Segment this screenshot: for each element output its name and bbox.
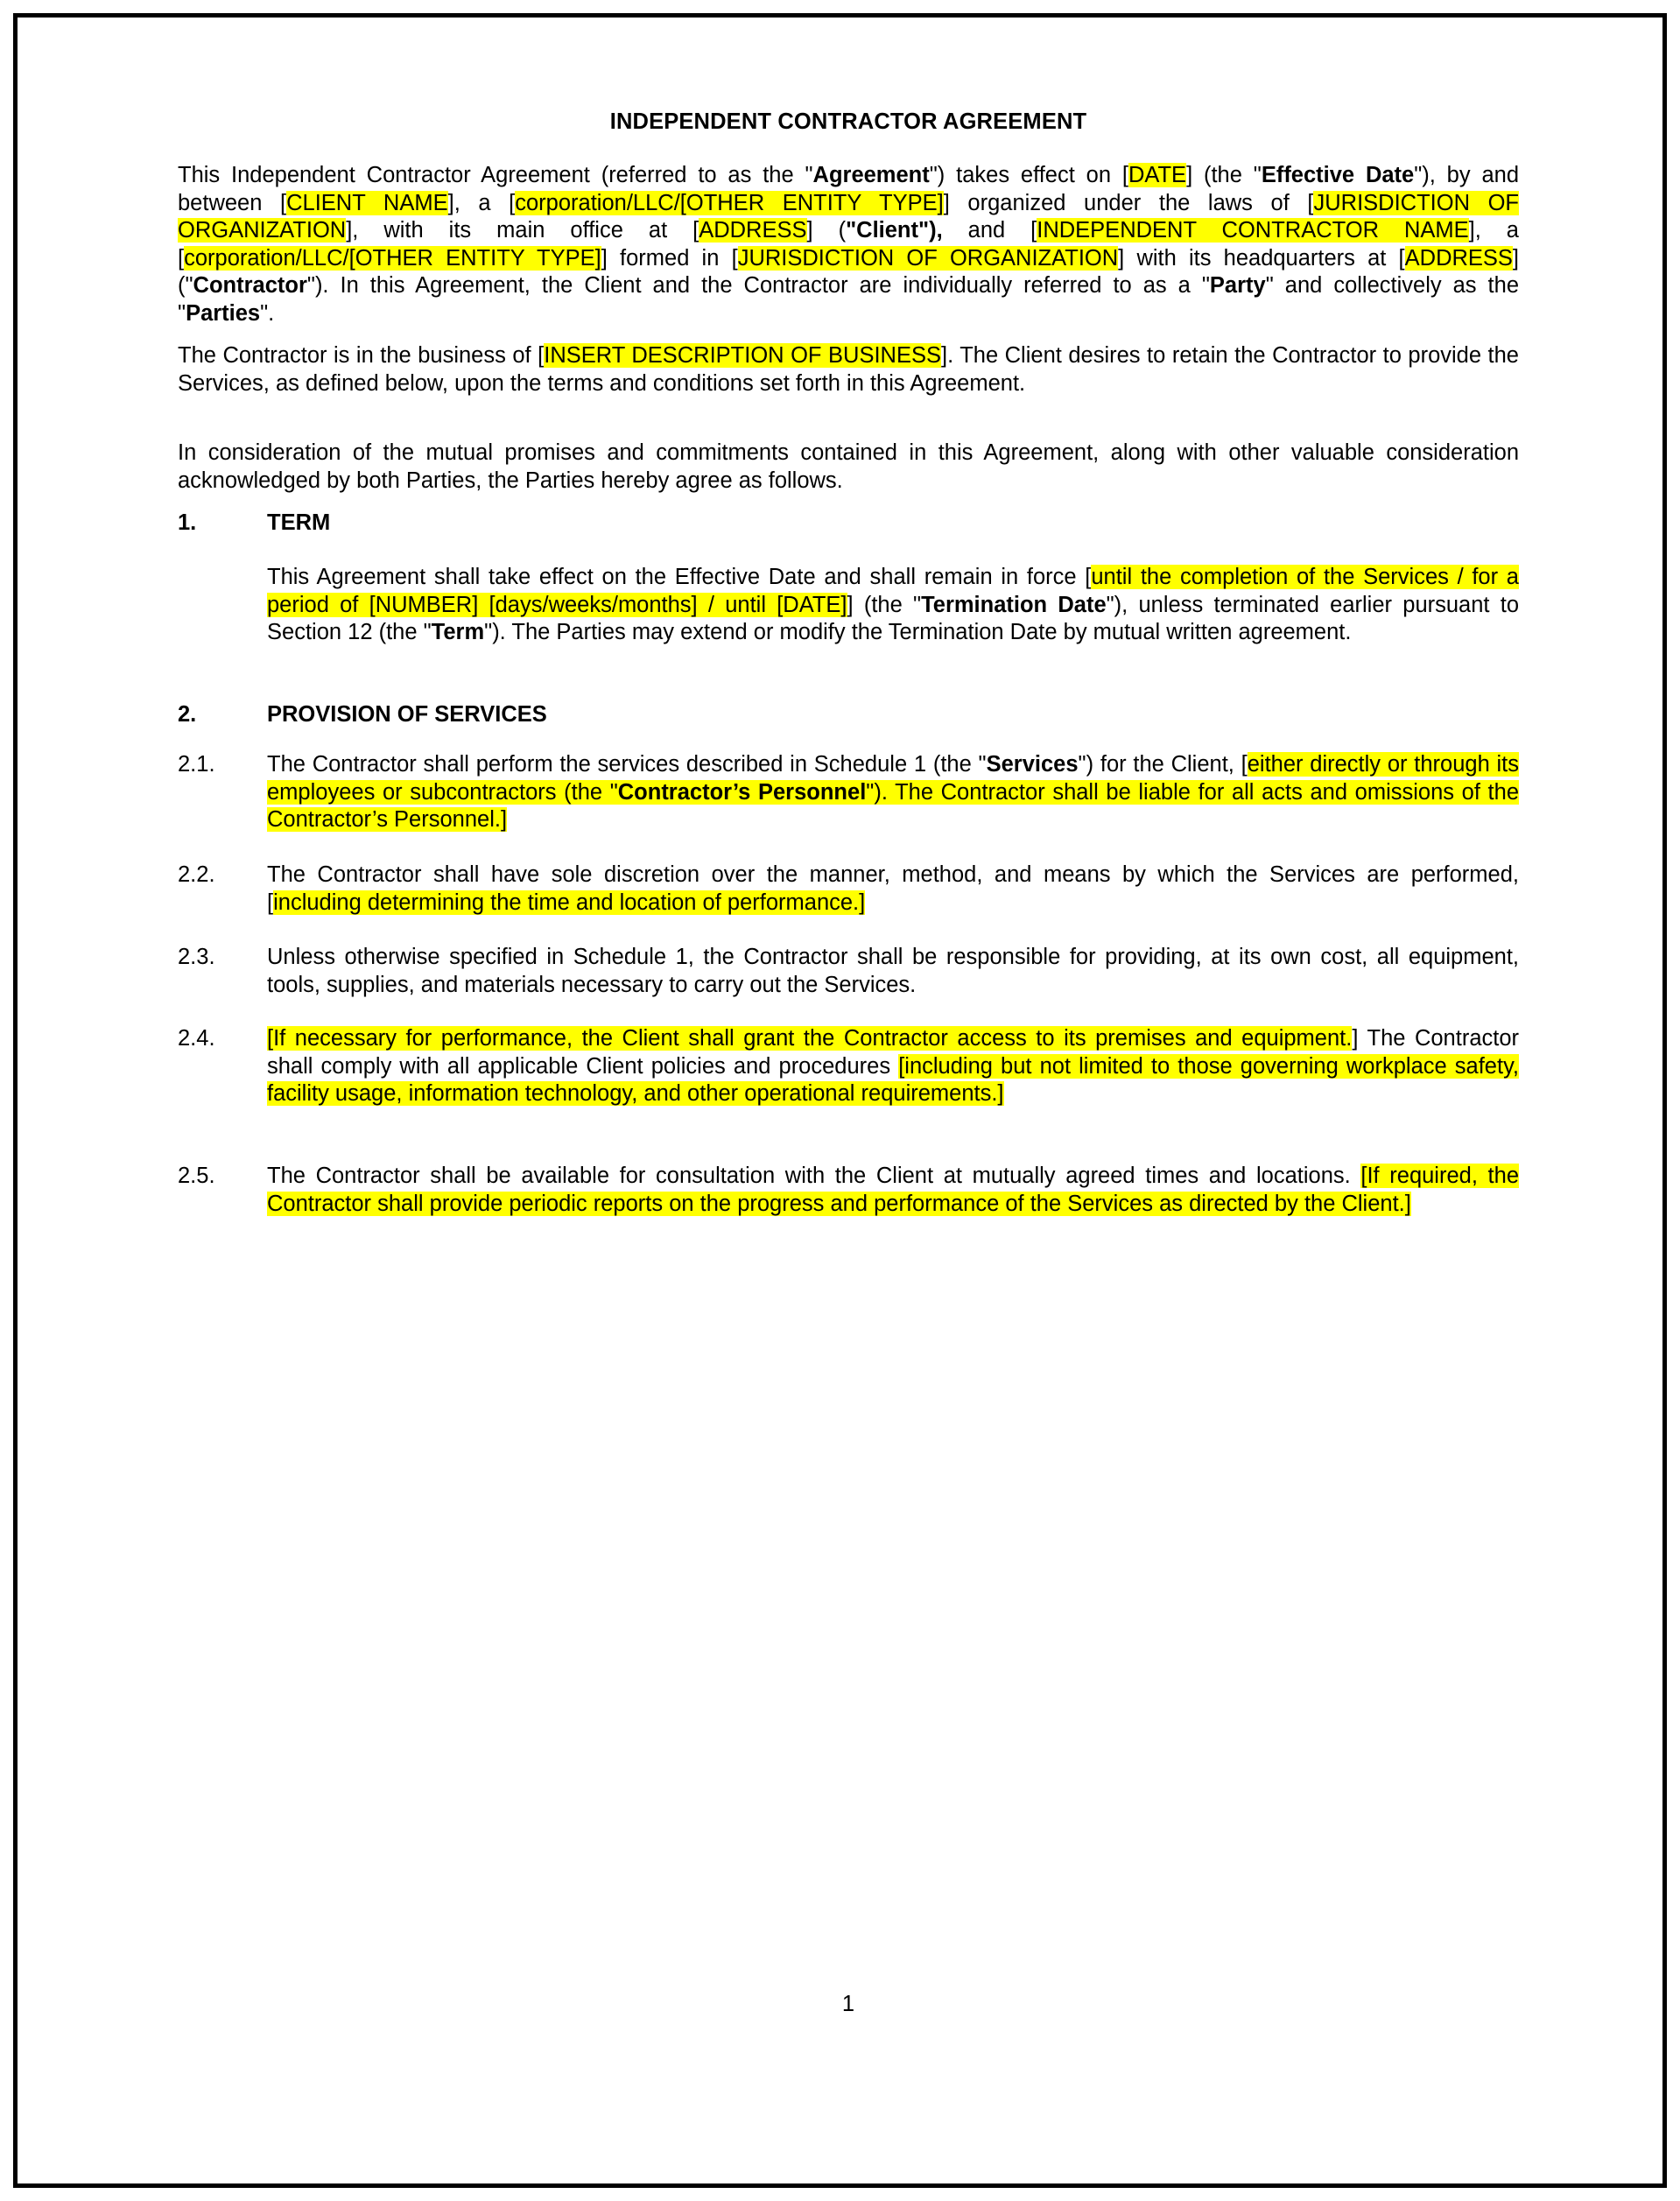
section-heading-1 xyxy=(178,510,1519,538)
clause-2-5 xyxy=(178,1163,1519,1218)
optional-clause-client-policies: [including but not limited to those governing workplace safety, facility usage, information technology, and other operational requirements.] xyxy=(267,1053,1520,1106)
clause-2-3 xyxy=(178,944,1519,999)
text-run: ] with its headquarters at [ xyxy=(1118,245,1405,271)
preamble-paragraph-2 xyxy=(178,342,1519,397)
placeholder-contractor-entity-type: corporation/LLC/[OTHER ENTITY TYPE] xyxy=(184,245,601,271)
placeholder-term-duration: until the completion of the Services / for a period of [NUMBER] [days/weeks/months] / until [DATE] xyxy=(267,565,1519,617)
text-run: ] organized under the laws of [ xyxy=(943,190,1314,215)
text-run: ] formed in [ xyxy=(601,245,738,271)
text-run: ]. The Client desires to retain the Contractor to provide the Services, as defined below, upon the terms and conditions set forth in this Agreement. xyxy=(178,343,1519,396)
text-run: "), unless terminated earlier pursuant to Section 12 (the " xyxy=(267,592,1519,644)
clause-number-2-4: 2.4. xyxy=(178,1026,215,1051)
preamble-paragraph-1 xyxy=(178,162,1519,327)
section-heading-2 xyxy=(178,701,1519,729)
text-run: ") for the Client, [ xyxy=(1078,752,1248,777)
text-run: " and collectively as the " xyxy=(178,273,1519,326)
clause-number-2-2: 2.2. xyxy=(178,862,215,887)
text-run: ] The Contractor shall comply with all applicable Client policies and procedures xyxy=(267,1026,1520,1079)
clause-text-2-4 xyxy=(267,1025,1519,1108)
optional-clause-personnel-a: either directly or through its employees or subcontractors (the " xyxy=(267,752,1520,805)
term-agreement: Agreement xyxy=(812,163,930,187)
clause-text-2-3 xyxy=(267,944,1519,999)
text-run: Unless otherwise specified in Schedule 1, the Contractor shall be responsible for providing, at its own cost, all equipment, tools, supplies, and materials necessary to carry out the Services. xyxy=(267,945,1519,997)
clause-2-1 xyxy=(178,751,1519,834)
optional-clause-personnel-b: "). The Contractor shall be liable for all acts and omissions of the Contractor’s Personnel.] xyxy=(267,779,1519,832)
text-run: "), by and between [ xyxy=(178,163,1519,215)
text-run: ] ( xyxy=(806,218,847,243)
text-run: ] (the " xyxy=(847,592,922,617)
term-client: "Client"), xyxy=(846,218,943,243)
text-run: This Agreement shall take effect on the Effective Date and shall remain in force [ xyxy=(267,565,1092,589)
clause-number-2-1: 2.1. xyxy=(178,752,215,777)
placeholder-contractor-jurisdiction: JURISDICTION OF ORGANIZATION xyxy=(737,245,1119,271)
placeholder-client-jurisdiction: JURISDICTION OF ORGANIZATION xyxy=(178,190,1519,243)
text-run: "). The Parties may extend or modify the Termination Date by mutual written agreement. xyxy=(484,620,1352,644)
text-run: The Contractor shall perform the services described in Schedule 1 (the " xyxy=(267,752,987,777)
document-page xyxy=(13,13,1667,2188)
placeholder-client-name: CLIENT NAME xyxy=(286,190,448,215)
text-run: ") takes effect on [ xyxy=(929,163,1128,187)
term-effective-date: Effective Date xyxy=(1261,163,1415,187)
clause-number-2-3: 2.3. xyxy=(178,945,215,969)
text-run: and [ xyxy=(942,218,1037,243)
clause-text-2-1 xyxy=(267,751,1519,834)
preamble-paragraph-3 xyxy=(178,439,1519,495)
text-run: ] (" xyxy=(178,245,1520,298)
text-run: ". xyxy=(260,300,275,326)
optional-clause-premises-access: [If necessary for performance, the Client shall grant the Contractor access to its premises and equipment. xyxy=(267,1026,1353,1051)
text-run: ], a [ xyxy=(178,218,1519,271)
text-run: ] (the " xyxy=(1186,163,1262,187)
text-run: ], a [ xyxy=(447,190,516,215)
placeholder-client-entity-type: corporation/LLC/[OTHER ENTITY TYPE] xyxy=(515,190,944,215)
section-number-1: 1. xyxy=(178,510,197,535)
placeholder-business-description: INSERT DESCRIPTION OF BUSINESS xyxy=(544,343,941,368)
term-parties: Parties xyxy=(186,300,261,326)
text-run: In consideration of the mutual promises and commitments contained in this Agreement, along with other valuable consideration acknowledged by both Parties, the Parties hereby agree as follows. xyxy=(178,440,1519,493)
section-title-2: PROVISION OF SERVICES xyxy=(267,702,547,727)
optional-clause-periodic-reports: [If required, the Contractor shall provide periodic reports on the progress and performance of the Services as directed by the Client.] xyxy=(267,1164,1520,1216)
section-title-1: TERM xyxy=(267,510,331,535)
clause-text-2-5 xyxy=(267,1163,1519,1218)
text-run: "). In this Agreement, the Client and the Contractor are individually referred to as a " xyxy=(306,273,1210,298)
placeholder-contractor-name: INDEPENDENT CONTRACTOR NAME xyxy=(1037,218,1469,243)
term-contractor: Contractor xyxy=(193,273,307,298)
term-contractors-personnel: Contractor’s Personnel xyxy=(617,779,867,805)
placeholder-contractor-address: ADDRESS xyxy=(1404,245,1513,271)
optional-clause-time-location: including determining the time and location of performance.] xyxy=(273,890,866,915)
text-run: The Contractor is in the business of [ xyxy=(178,343,545,368)
page-number-footer: 1 xyxy=(841,1992,855,2016)
term-services: Services xyxy=(986,752,1079,777)
text-run: The Contractor shall be available for consultation with the Client at mutually agreed times and locations. xyxy=(267,1164,1361,1188)
page-title: INDEPENDENT CONTRACTOR AGREEMENT xyxy=(609,109,1087,134)
clause-text-2-2 xyxy=(267,861,1519,917)
placeholder-date: DATE xyxy=(1128,163,1187,187)
term-party: Party xyxy=(1209,273,1266,298)
page-content xyxy=(178,18,1519,2183)
placeholder-client-address: ADDRESS xyxy=(699,218,807,243)
term-termination-date: Termination Date xyxy=(921,592,1107,617)
clause-2-2 xyxy=(178,861,1519,917)
section-1-body xyxy=(267,564,1519,647)
term-term: Term xyxy=(431,620,485,644)
text-run: The Contractor shall have sole discretion over the manner, method, and means by which the Services are performed, [ xyxy=(267,862,1519,915)
text-run: This Independent Contractor Agreement (referred to as the " xyxy=(178,163,813,187)
text-run: ], with its main office at [ xyxy=(346,218,699,243)
clause-2-4 xyxy=(178,1025,1519,1108)
section-number-2: 2. xyxy=(178,702,197,727)
clause-number-2-5: 2.5. xyxy=(178,1164,215,1188)
